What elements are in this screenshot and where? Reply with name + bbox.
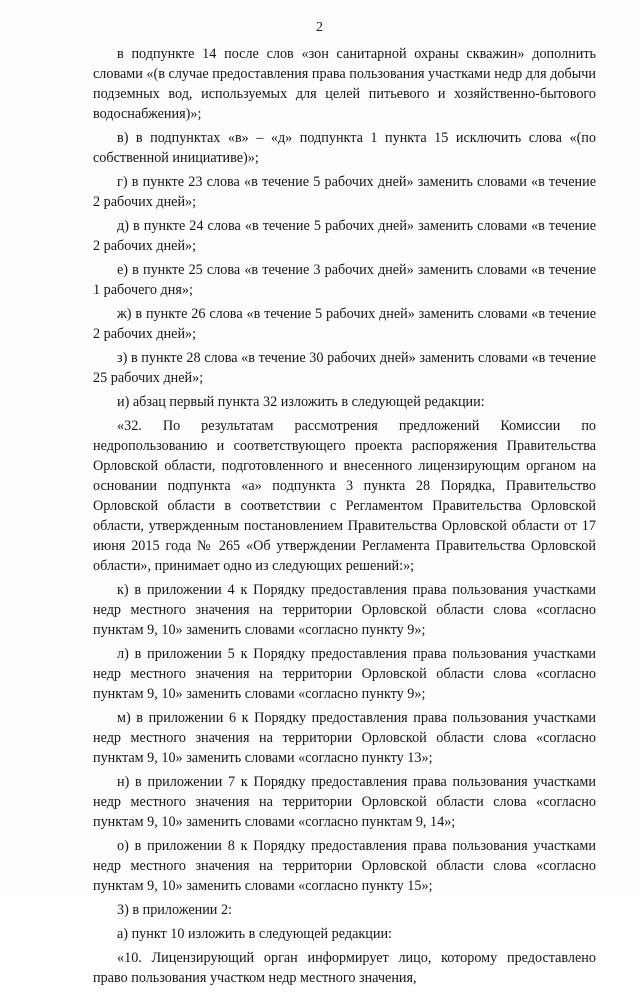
paragraph-item-d: д) в пункте 24 слова «в течение 5 рабочих дней» заменить словами «в течение 2 рабочих дней»; — [93, 218, 596, 254]
paragraph-item-z: з) в пункте 28 слова «в течение 30 рабочих дней» заменить словами «в течение 25 рабочих дней»; — [93, 350, 596, 386]
paragraph-item-m: м) в приложении 6 к Порядку предоставления права пользования участками недр местного значения на территории Орловской области слова «согласно пунктам 9, 10» заменить словами «согласно пункту 13»; — [93, 710, 596, 766]
document-body — [93, 44, 596, 992]
paragraph-item-e: е) в пункте 25 слова «в течение 3 рабочих дней» заменить словами «в течение 1 рабочего дня»; — [93, 262, 596, 298]
paragraph-subpoint-14: в подпункте 14 после слов «зон санитарной охраны скважин» дополнить словами «(в случае предоставления права пользования участками недр для добычи подземных вод, используемых для целей питьевого и хозяйственно-бытового водоснабжения)»; — [93, 46, 596, 122]
paragraph-item-g: г) в пункте 23 слова «в течение 5 рабочих дней» заменить словами «в течение 2 рабочих дней»; — [93, 174, 596, 210]
paragraph-item-zh: ж) в пункте 26 слова «в течение 5 рабочих дней» заменить словами «в течение 2 рабочих дней»; — [93, 306, 596, 342]
paragraph-item-n: н) в приложении 7 к Порядку предоставления права пользования участками недр местного значения на территории Орловской области слова «согласно пунктам 9, 10» заменить словами «согласно пунктам 9, 14»; — [93, 774, 596, 830]
paragraph-item-3: 3) в приложении 2: — [117, 902, 232, 918]
paragraph-item-a: а) пункт 10 изложить в следующей редакции: — [117, 926, 392, 942]
paragraph-item-o: о) в приложении 8 к Порядку предоставления права пользования участками недр местного значения на территории Орловской области слова «согласно пунктам 9, 10» заменить словами «согласно пункту 15»; — [93, 838, 596, 894]
page-number: 2 — [316, 20, 323, 35]
paragraph-item-v: в) в подпунктах «в» – «д» подпункта 1 пункта 15 исключить слова «(по собственной инициативе)»; — [93, 130, 596, 166]
paragraph-item-l: л) в приложении 5 к Порядку предоставления права пользования участками недр местного значения на территории Орловской области слова «согласно пунктам 9, 10» заменить словами «согласно пункту 9»; — [93, 646, 596, 702]
paragraph-point-32-quote: «32. По результатам рассмотрения предложений Комиссии по недропользованию и соответствующего проекта распоряжения Правительства Орловской области, подготовленного и внесенного лицензирующим органом на основании подпункта «а» подпункта 3 пункта 28 Порядка, Правительство Орловской области в соответствии с Регламентом Правительства Орловской области, утвержденным постановлением Правительства Орловской области от 17 июня 2015 года № 265 «Об утверждении Регламента Правительства Орловской области», принимает одно из следующих решений:»; — [93, 418, 596, 574]
paragraph-point-10-quote: «10. Лицензирующий орган информирует лицо, которому предоставлено право пользования участком недр местного значения, — [93, 950, 596, 986]
paragraph-item-i: и) абзац первый пункта 32 изложить в следующей редакции: — [117, 394, 485, 410]
paragraph-item-k: к) в приложении 4 к Порядку предоставления права пользования участками недр местного значения на территории Орловской области слова «согласно пунктам 9, 10» заменить словами «согласно пункту 9»; — [93, 582, 596, 638]
